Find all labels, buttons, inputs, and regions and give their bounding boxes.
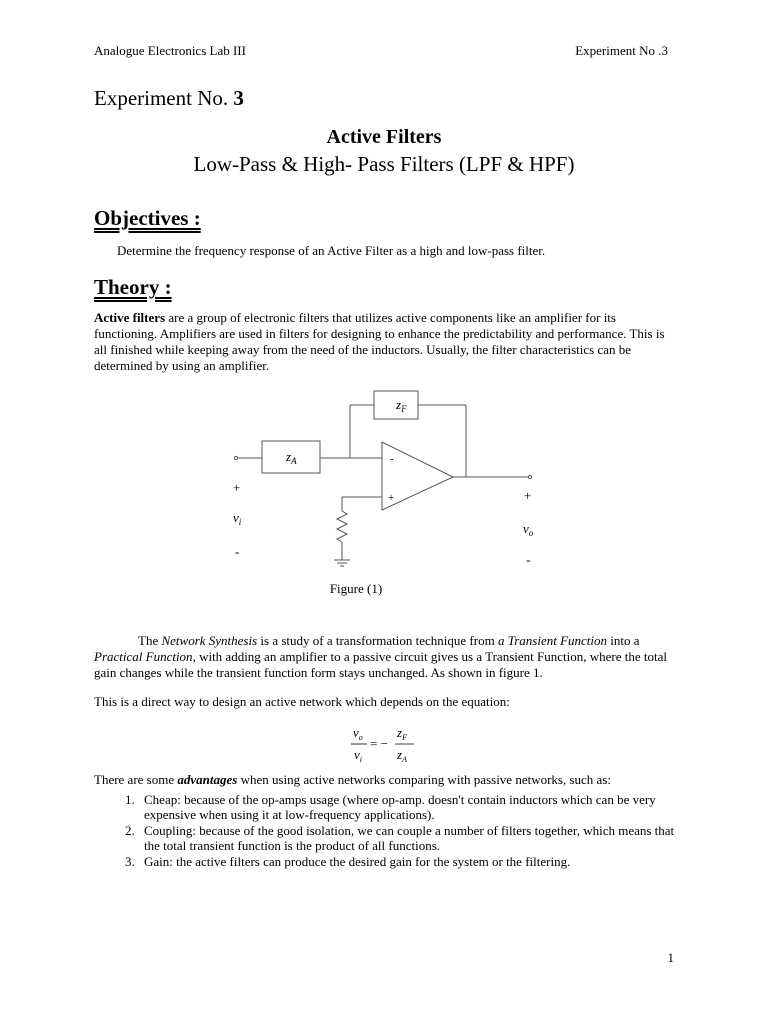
experiment-title (94, 86, 244, 111)
svg-text:vo: $v_o$ (353, 725, 363, 742)
objectives-heading: Objectives : (94, 206, 201, 230)
za-label: $z_A$ (286, 449, 297, 466)
main-title: Active Filters (326, 126, 442, 148)
network-italic-2: a Transient Function (497, 633, 608, 648)
network-text-2: is a study of a transformation technique from (257, 633, 498, 648)
advantages-list (94, 792, 680, 870)
network-synthesis-paragraph (94, 633, 680, 681)
svg-text:vi: $v_i$ (354, 747, 363, 764)
circuit-figure (220, 388, 550, 578)
resistor (337, 511, 347, 542)
input-terminal (234, 456, 237, 459)
svg-text:zF: $z_F$ (397, 725, 407, 742)
network-text-3: into a (607, 633, 640, 648)
sub-title: Low-Pass & High- Pass Filters (LPF & HPF) (193, 152, 575, 176)
equation-equals: = − (370, 736, 388, 751)
vo-label: $v_o$ (523, 521, 534, 538)
header-right: Experiment No .3 (575, 43, 668, 58)
advantages-text-2: when using active networks comparing with passive networks, such as: (237, 772, 612, 787)
advantages-emphasis: advantages (177, 772, 238, 787)
vi-plus-label: + (233, 480, 241, 495)
transfer-equation (340, 721, 450, 769)
advantages-text-1: There are some (94, 772, 178, 787)
figure-caption: Figure (1) (329, 581, 383, 596)
network-text-1: The (138, 633, 162, 648)
network-italic-1: Network Synthesis (161, 633, 258, 648)
experiment-prefix: Experiment No. (94, 86, 234, 110)
output-terminal (528, 475, 531, 478)
direct-design-text: This is a direct way to design an active network which depends on the equation: (94, 694, 510, 709)
vi-label: $v_i$ (233, 510, 242, 527)
svg-text:zA: $z_A$ (397, 747, 407, 764)
equation-graphic (340, 721, 450, 769)
theory-bold-term: Active filters (94, 310, 166, 325)
inverting-input-label: - (390, 453, 394, 465)
header-left: Analogue Electronics Lab III (94, 43, 246, 58)
vo-plus-label: + (524, 488, 532, 503)
experiment-number: 3 (233, 86, 244, 110)
advantages-intro (94, 772, 611, 788)
vo-minus-label: - (526, 552, 531, 567)
zf-label: $z_F$ (396, 397, 407, 414)
network-italic-3: Practical Function (94, 649, 193, 664)
page-number: 1 (667, 950, 674, 965)
noninverting-input-label: + (388, 492, 395, 504)
list-item: 3. Gain: the active filters can produce the desired gain for the system or the filtering. (138, 854, 680, 869)
theory-paragraph (94, 310, 680, 374)
vi-minus-label: - (235, 544, 240, 559)
theory-heading: Theory : (94, 275, 172, 299)
list-item: 2. Coupling: because of the good isolation, we can couple a number of filters together, which means that the total transient function is the product of all functions. (138, 823, 680, 853)
network-text-4: , with adding an amplifier to a passive circuit gives us a Transient Function, where the total gain changes while the transient function form stays unchanged. As shown in figure 1. (94, 649, 667, 680)
op-amp-circuit-diagram (220, 388, 550, 578)
list-item: 1. Cheap: because of the op-amps usage (where op-amp. doesn't contain inductors which can be very expensive when using it at low-frequency applications). (138, 792, 680, 822)
objectives-text: Determine the frequency response of an Active Filter as a high and low-pass filter. (117, 243, 546, 258)
theory-body: are a group of electronic filters that utilizes active components like an amplifier for its functioning. Amplifiers are used in filters for designing to enhance the predictability and performance. This is all finished while keeping away from the need of the inductors. Usually, the filter characteristics can be determined by using an amplifier. (94, 310, 665, 373)
